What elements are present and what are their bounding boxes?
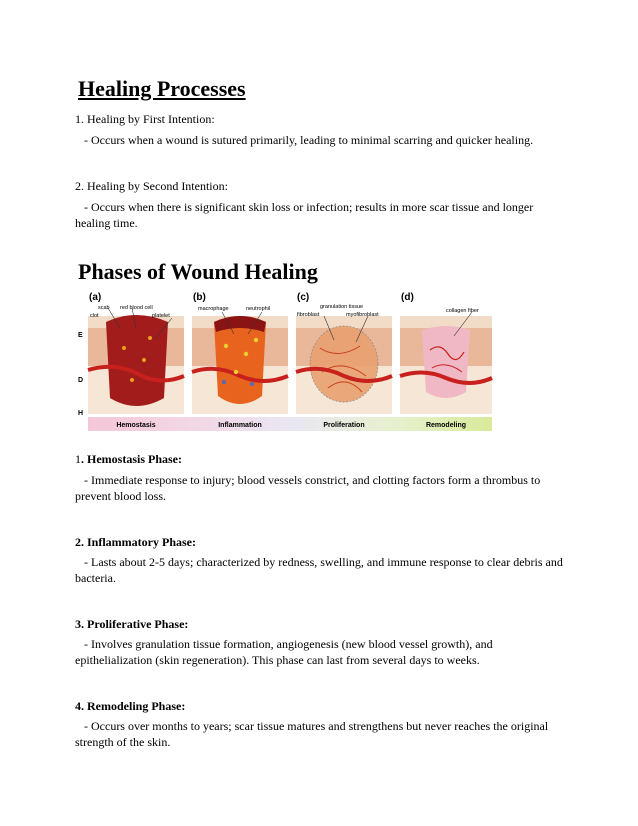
phase-number: 1 xyxy=(75,452,81,466)
item-desc-first-intention: - Occurs when a wound is sutured primarily, leading to minimal scarring and quicker healing. xyxy=(75,133,534,147)
item-desc-second-intention: - Occurs when there is significant skin loss or infection; results in more scar tissue and longer healing time. xyxy=(75,200,537,230)
label-red-blood-cell: red blood cell xyxy=(120,305,153,311)
caption-proliferation: Proliferation xyxy=(323,422,365,429)
panel-hemostasis xyxy=(88,292,184,429)
section-title-healing-processes: Healing Processes xyxy=(78,76,246,101)
phase-desc-proliferative: - Involves granulation tissue formation, angiogenesis (new blood vessel growth), and epithelialization (skin regeneration). This phase can last from several days to weeks. xyxy=(75,637,496,667)
label-platelet: platelet xyxy=(152,313,170,319)
panel-letter-a: (a) xyxy=(89,292,102,303)
phase-heading-text: . Hemostasis Phase: xyxy=(81,452,182,466)
item-heading-first-intention: 1. Healing by First Intention: xyxy=(75,112,215,126)
phase-heading-inflammatory: 2. Inflammatory Phase: xyxy=(75,535,196,549)
caption-hemostasis: Hemostasis xyxy=(116,422,156,429)
wound-healing-illustration xyxy=(76,288,498,436)
panel-letter-d: (d) xyxy=(401,292,414,303)
layer-label-e: E xyxy=(78,332,83,339)
caption-inflammation: Inflammation xyxy=(218,422,262,429)
layer-label-h: H xyxy=(78,410,84,417)
label-macrophage: macrophage xyxy=(198,306,229,312)
panel-remodeling xyxy=(400,292,492,429)
phase-desc-remodeling: - Occurs over months to years; scar tissue matures and strengthens but never reaches the original strength of the skin. xyxy=(75,719,552,749)
panel-proliferation xyxy=(296,292,392,429)
wound-healing-figure xyxy=(76,288,498,436)
phase-heading-hemostasis xyxy=(75,452,565,468)
label-myofibroblast: myofibroblast xyxy=(346,312,379,318)
phase-desc-hemostasis: - Immediate response to injury; blood vessels constrict, and clotting factors form a thrombus to prevent blood loss. xyxy=(75,473,544,503)
label-clot: clot xyxy=(90,313,99,319)
label-scab: scab xyxy=(98,305,110,311)
phase-desc-inflammatory: - Lasts about 2-5 days; characterized by redness, swelling, and immune response to clear debris and bacteria. xyxy=(75,555,566,585)
layer-label-d: D xyxy=(78,377,84,384)
item-heading-second-intention: 2. Healing by Second Intention: xyxy=(75,179,228,193)
phase-heading-remodeling: 4. Remodeling Phase: xyxy=(75,699,186,713)
panel-letter-c: (c) xyxy=(297,292,310,303)
label-granulation-tissue: granulation tissue xyxy=(320,304,364,310)
panel-inflammation xyxy=(192,292,288,429)
label-fibroblast: fibroblast xyxy=(297,312,320,318)
panel-letter-b: (b) xyxy=(193,292,206,303)
label-neutrophil: neutrophil xyxy=(246,306,271,312)
label-collagen-fiber: collagen fiber xyxy=(446,308,479,314)
phase-heading-proliferative: 3. Proliferative Phase: xyxy=(75,617,189,631)
caption-remodeling: Remodeling xyxy=(425,422,467,429)
section-title-phases: Phases of Wound Healing xyxy=(78,259,318,284)
